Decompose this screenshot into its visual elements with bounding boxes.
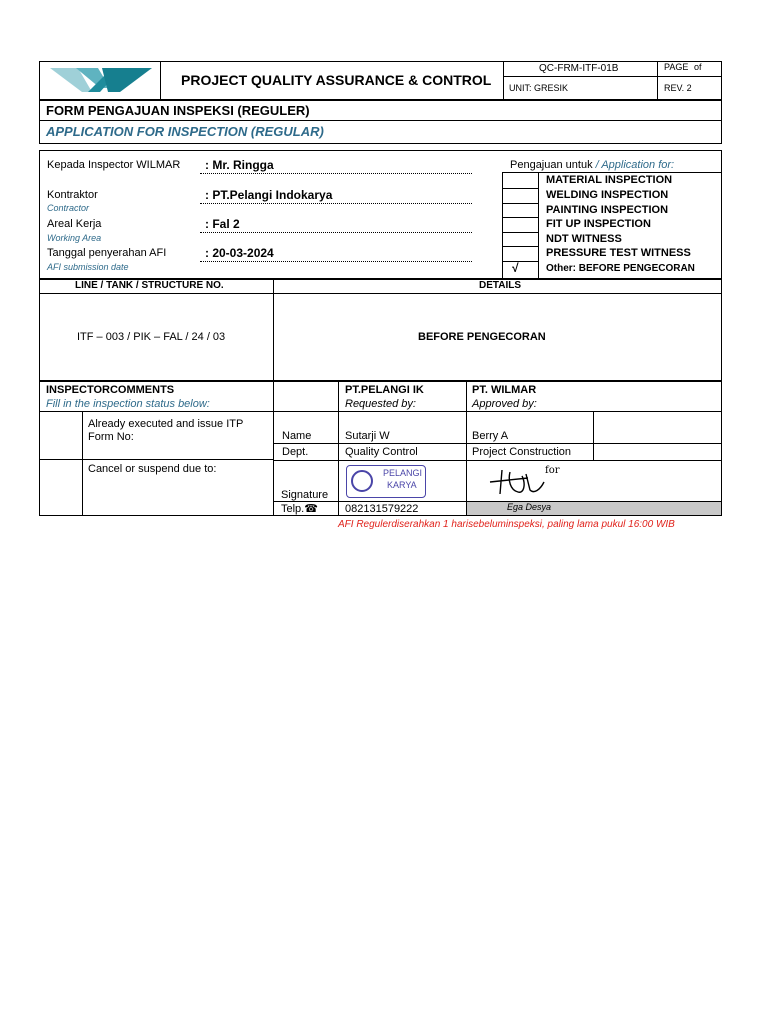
form-title-id: FORM PENGAJUAN INSPEKSI (REGULER) bbox=[46, 103, 310, 118]
area-label: Areal Kerja bbox=[47, 218, 102, 230]
option-painting-inspection: PAINTING INSPECTION bbox=[546, 204, 669, 216]
divider bbox=[160, 61, 161, 101]
application-label-id: Pengajuan untuk bbox=[510, 159, 593, 171]
signature-row-label: Signature bbox=[281, 489, 329, 501]
divider bbox=[338, 380, 339, 516]
company-logo bbox=[48, 64, 154, 96]
approver-dept[interactable]: Project Construction bbox=[472, 446, 572, 458]
divider bbox=[503, 76, 722, 77]
revision-label: REV. 2 bbox=[664, 83, 692, 93]
dotted-line bbox=[200, 173, 472, 174]
divider bbox=[273, 443, 722, 444]
page-of: of bbox=[694, 62, 702, 72]
option-6-check[interactable]: √ bbox=[512, 261, 519, 275]
company-stamp bbox=[346, 465, 426, 498]
divider bbox=[502, 261, 538, 262]
stamp-text-1: PELANGI bbox=[383, 468, 423, 478]
divider bbox=[502, 217, 538, 218]
comment-form-no: Form No: bbox=[88, 431, 134, 443]
stamp-text-2: KARYA bbox=[387, 480, 417, 490]
approved-by-label: Approved by: bbox=[472, 398, 537, 410]
comment-executed: Already executed and issue ITP bbox=[88, 418, 244, 430]
date-value[interactable]: : 20-03-2024 bbox=[205, 246, 274, 260]
option-ndt-witness: NDT WITNESS bbox=[546, 233, 622, 245]
divider bbox=[273, 380, 274, 516]
comments-title: INSPECTORCOMMENTS bbox=[46, 384, 175, 396]
details-value[interactable]: BEFORE PENGECORAN bbox=[418, 331, 546, 343]
footnote: AFI Regulerdiserahkan 1 harisebeluminspeksi, paling lama pukul 16:00 WIB bbox=[338, 519, 675, 530]
option-fit-up-inspection: FIT UP INSPECTION bbox=[546, 218, 651, 230]
contractor-company: PT.PELANGI IK bbox=[345, 384, 424, 396]
application-label-en: / Application for: bbox=[595, 159, 675, 171]
dotted-line bbox=[200, 261, 472, 262]
line-header: LINE / TANK / STRUCTURE NO. bbox=[75, 280, 224, 291]
requester-name[interactable]: Sutarji W bbox=[345, 430, 390, 442]
signer-cell bbox=[467, 502, 721, 515]
date-label: Tanggal penyerahan AFI bbox=[47, 247, 167, 259]
header-title: PROJECT QUALITY ASSURANCE & CONTROL bbox=[181, 72, 492, 88]
dotted-line bbox=[200, 203, 472, 204]
divider bbox=[502, 232, 538, 233]
divider bbox=[273, 460, 722, 461]
comments-subtitle: Fill in the inspection status below: bbox=[46, 398, 210, 410]
dept-row-label: Dept. bbox=[282, 446, 309, 458]
form-title-en: APPLICATION FOR INSPECTION (REGULAR) bbox=[46, 124, 324, 139]
area-value[interactable]: : Fal 2 bbox=[205, 217, 240, 231]
details-header: DETAILS bbox=[479, 280, 522, 291]
signer-name: Ega Desya bbox=[507, 502, 552, 512]
option-other: Other: BEFORE PENGECORAN bbox=[546, 263, 695, 274]
contractor-label-en: Contractor bbox=[47, 203, 90, 213]
doc-code: QC-FRM-ITF-01B bbox=[539, 63, 619, 74]
page-label: PAGE bbox=[664, 62, 689, 72]
application-label bbox=[510, 160, 674, 171]
signature-note: for bbox=[545, 465, 560, 476]
divider bbox=[39, 459, 273, 460]
approver-name[interactable]: Berry A bbox=[472, 430, 509, 442]
divider bbox=[39, 411, 722, 412]
area-label-en: Working Area bbox=[47, 233, 102, 243]
divider bbox=[502, 203, 538, 204]
divider bbox=[466, 380, 467, 516]
contractor-label: Kontraktor bbox=[47, 189, 98, 201]
divider bbox=[593, 411, 594, 460]
stamp-emblem bbox=[351, 470, 373, 492]
name-row-label: Name bbox=[282, 430, 312, 442]
dotted-line bbox=[200, 232, 472, 233]
unit-label: UNIT: GRESIK bbox=[509, 83, 569, 93]
owner-company: PT. WILMAR bbox=[472, 384, 537, 396]
inspector-label: Kepada Inspector WILMAR bbox=[47, 159, 181, 171]
date-label-en: AFI submission date bbox=[47, 262, 129, 272]
requested-by-label: Requested by: bbox=[345, 398, 416, 410]
option-material-inspection: MATERIAL INSPECTION bbox=[546, 174, 673, 186]
requester-telp[interactable]: 082131579222 bbox=[345, 503, 419, 515]
divider bbox=[502, 246, 538, 247]
option-pressure-test-witness: PRESSURE TEST WITNESS bbox=[546, 247, 691, 259]
divider bbox=[39, 293, 722, 294]
divider bbox=[82, 411, 83, 516]
telp-row-label: Telp.☎ bbox=[281, 503, 318, 515]
option-welding-inspection: WELDING INSPECTION bbox=[546, 189, 669, 201]
line-number[interactable]: ITF – 003 / PIK – FAL / 24 / 03 bbox=[77, 331, 226, 343]
divider bbox=[503, 61, 504, 101]
contractor-value[interactable]: : PT.Pelangi Indokarya bbox=[205, 188, 333, 202]
inspector-value[interactable]: : Mr. Ringga bbox=[205, 158, 274, 172]
divider bbox=[538, 172, 539, 279]
divider bbox=[657, 61, 658, 101]
requester-dept[interactable]: Quality Control bbox=[345, 446, 418, 458]
divider bbox=[39, 120, 722, 121]
comment-cancel: Cancel or suspend due to: bbox=[88, 463, 217, 475]
divider bbox=[502, 188, 538, 189]
